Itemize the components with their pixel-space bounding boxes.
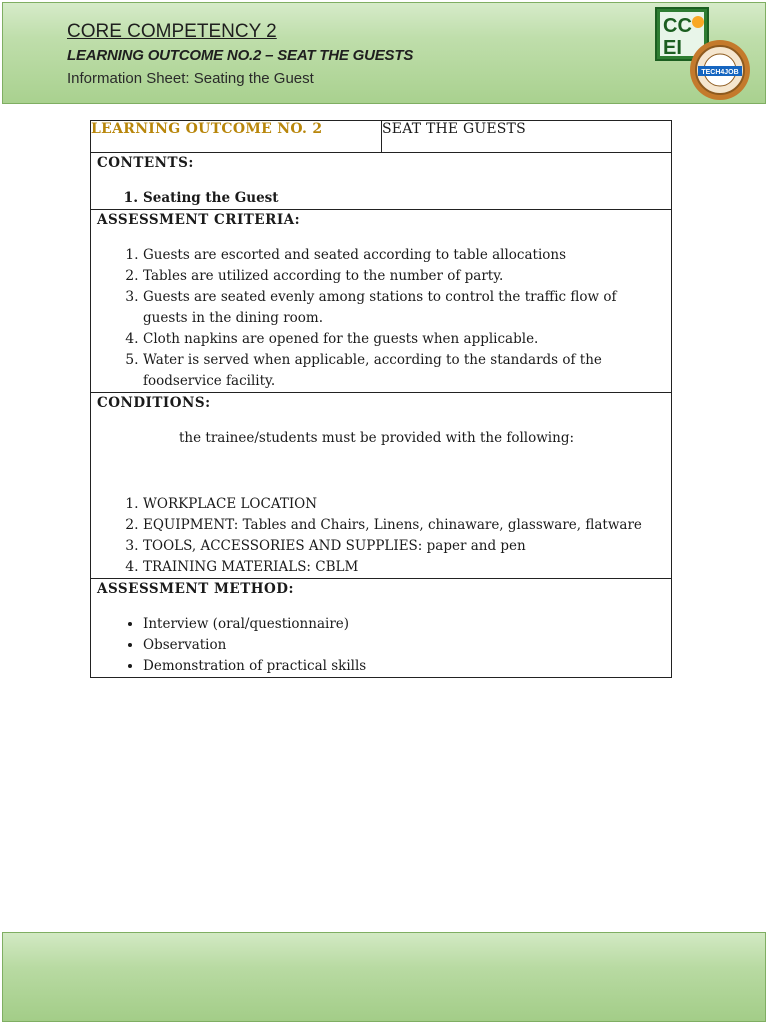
list-item: 4. TRAINING MATERIALS: CBLM	[143, 557, 651, 578]
learning-outcome-subtitle: LEARNING OUTCOME NO.2 – SEAT THE GUESTS	[67, 47, 414, 64]
lo-label-cell: LEARNING OUTCOME NO. 2	[91, 121, 382, 153]
list-item: 5. Water is served when applicable, according to the standards of the foodservice facility.	[143, 350, 651, 392]
gear-seal-icon	[690, 40, 750, 100]
assessment-method-cell	[91, 579, 672, 678]
information-sheet-label: Information Sheet: Seating the Guest	[67, 70, 314, 87]
page-header	[2, 2, 766, 104]
conditions-row	[91, 393, 672, 579]
institution-logo	[654, 4, 752, 102]
conditions-heading: CONDITIONS:	[97, 395, 211, 411]
assessment-criteria-list	[91, 245, 671, 392]
contents-cell	[91, 153, 672, 210]
list-item: 4. Cloth napkins are opened for the guests when applicable.	[143, 329, 651, 350]
list-item: • Observation	[143, 635, 671, 656]
list-item: 2. EQUIPMENT: Tables and Chairs, Linens, chinaware, glassware, flatware	[143, 515, 651, 536]
conditions-cell	[91, 393, 672, 579]
lo-header-row	[91, 121, 672, 153]
conditions-intro: the trainee/students must be provided with the following:	[179, 430, 575, 446]
list-item: 2. Tables are utilized according to the number of party.	[143, 266, 651, 287]
list-item: 3. Guests are seated evenly among stations to control the traffic flow of guests in the dining room.	[143, 287, 651, 329]
list-item: 1. Seating the Guest	[143, 188, 671, 209]
list-item: • Interview (oral/questionnaire)	[143, 614, 671, 635]
contents-row	[91, 153, 672, 210]
list-item: • Demonstration of practical skills	[143, 656, 671, 677]
page-footer	[2, 932, 766, 1022]
conditions-list	[91, 494, 671, 578]
contents-heading: CONTENTS:	[97, 155, 194, 171]
list-item: 3. TOOLS, ACCESSORIES AND SUPPLIES: paper and pen	[143, 536, 651, 557]
assessment-criteria-cell	[91, 210, 672, 393]
assessment-criteria-row	[91, 210, 672, 393]
logo-badge-text: TECH4JOB	[701, 69, 739, 76]
learning-outcome-table	[90, 120, 672, 678]
assessment-method-list	[91, 614, 671, 677]
logo-text-bottom: EI	[663, 37, 682, 59]
core-competency-title: CORE COMPETENCY 2	[67, 21, 277, 42]
assessment-method-row	[91, 579, 672, 678]
list-item: 1. Guests are escorted and seated according to table allocations	[143, 245, 651, 266]
assessment-method-heading: ASSESSMENT METHOD:	[97, 581, 294, 597]
list-item: 1. WORKPLACE LOCATION	[143, 494, 651, 515]
lo-value-cell: SEAT THE GUESTS	[382, 121, 672, 153]
logo-text-top: CC	[663, 15, 692, 37]
assessment-criteria-heading: ASSESSMENT CRITERIA:	[97, 212, 301, 228]
contents-list	[91, 188, 671, 209]
